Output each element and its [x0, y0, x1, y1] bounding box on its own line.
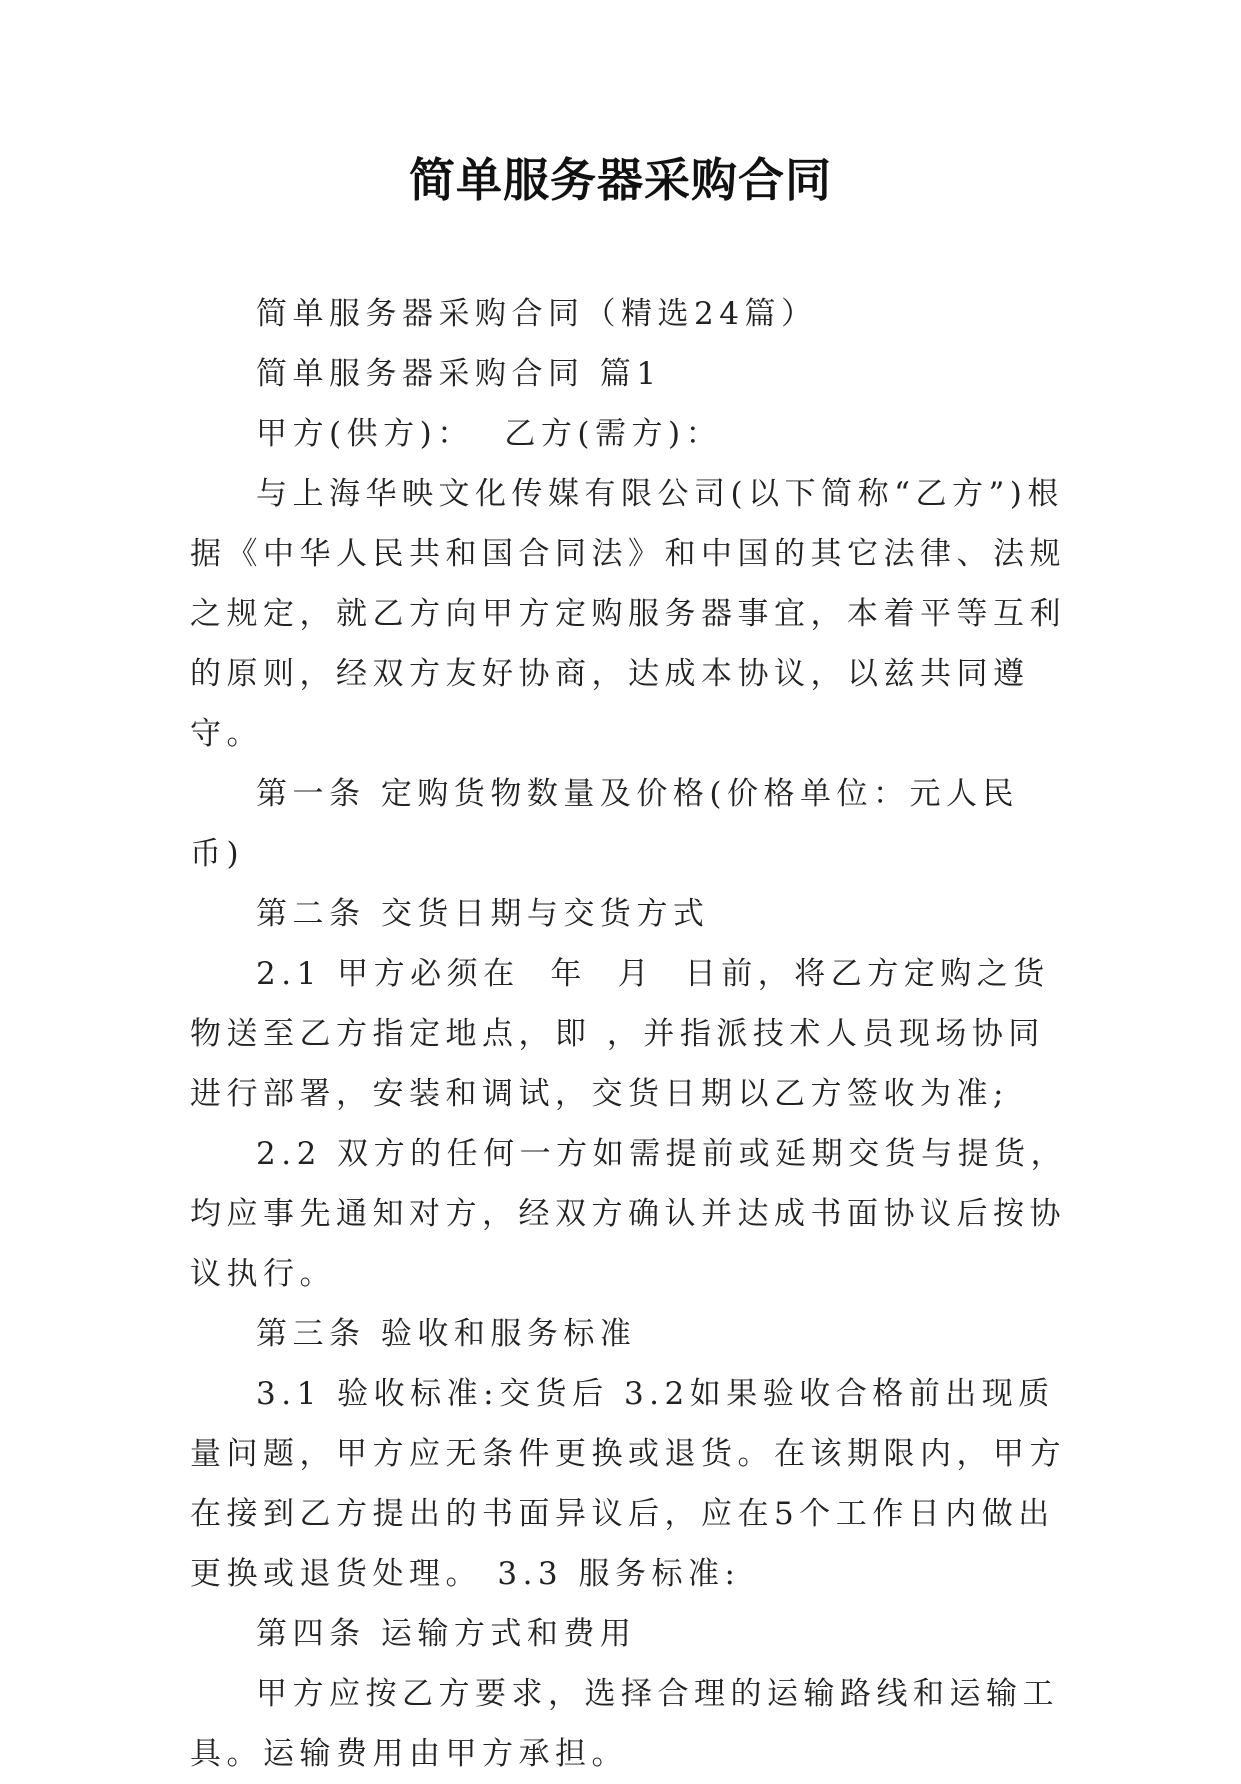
- article-4-text: 甲方应按乙方要求，选择合理的运输路线和运输工具。运输费用由甲方承担。: [190, 1676, 1059, 1772]
- paragraph-parties: 甲方(供方)： 乙方(需方)：: [256, 416, 723, 452]
- clause-2-1: 2.1 甲方必须在 年 月 日前，将乙方定购之货物送至乙方指定地点，即 ，并指派技术人员现场协同进行部署，安装和调试，交货日期以乙方签收为准;: [190, 956, 1050, 1112]
- article-1-heading: 第一条 定购货物数量及价格(价格单位：元人民币): [190, 776, 1019, 872]
- article-3-heading: 第三条 验收和服务标准: [256, 1316, 637, 1352]
- paragraph-section-heading: 简单服务器采购合同 篇1: [256, 356, 662, 392]
- clause-2-2: 2.2 双方的任何一方如需提前或延期交货与提货，均应事先通知对方，经双方确认并达成书面协议后按协议执行。: [190, 1136, 1068, 1292]
- article-4-heading: 第四条 运输方式和费用: [256, 1616, 637, 1652]
- document-body: [190, 284, 1070, 1784]
- paragraph-preamble: 与上海华映文化传媒有限公司(以下简称“乙方”)根据《中华人民共和国合同法》和中国的其它法律、法规之规定，就乙方向甲方定购服务器事宜，本着平等互利的原则，经双方友好协商，达成本协议，以兹共同遵守。: [190, 476, 1066, 752]
- article-2-heading: 第二条 交货日期与交货方式: [256, 896, 710, 932]
- clause-3-1: 3.1 验收标准:交货后 3.2如果验收合格前出现质量问题，甲方应无条件更换或退货。在该期限内，甲方在接到乙方提出的书面异议后，应在5个工作日内做出更换或退货处理。 3.3 服务标准:: [190, 1376, 1066, 1592]
- paragraph-subtitle: 简单服务器采购合同（精选24篇）: [256, 296, 818, 332]
- document-title: 简单服务器采购合同: [409, 153, 832, 207]
